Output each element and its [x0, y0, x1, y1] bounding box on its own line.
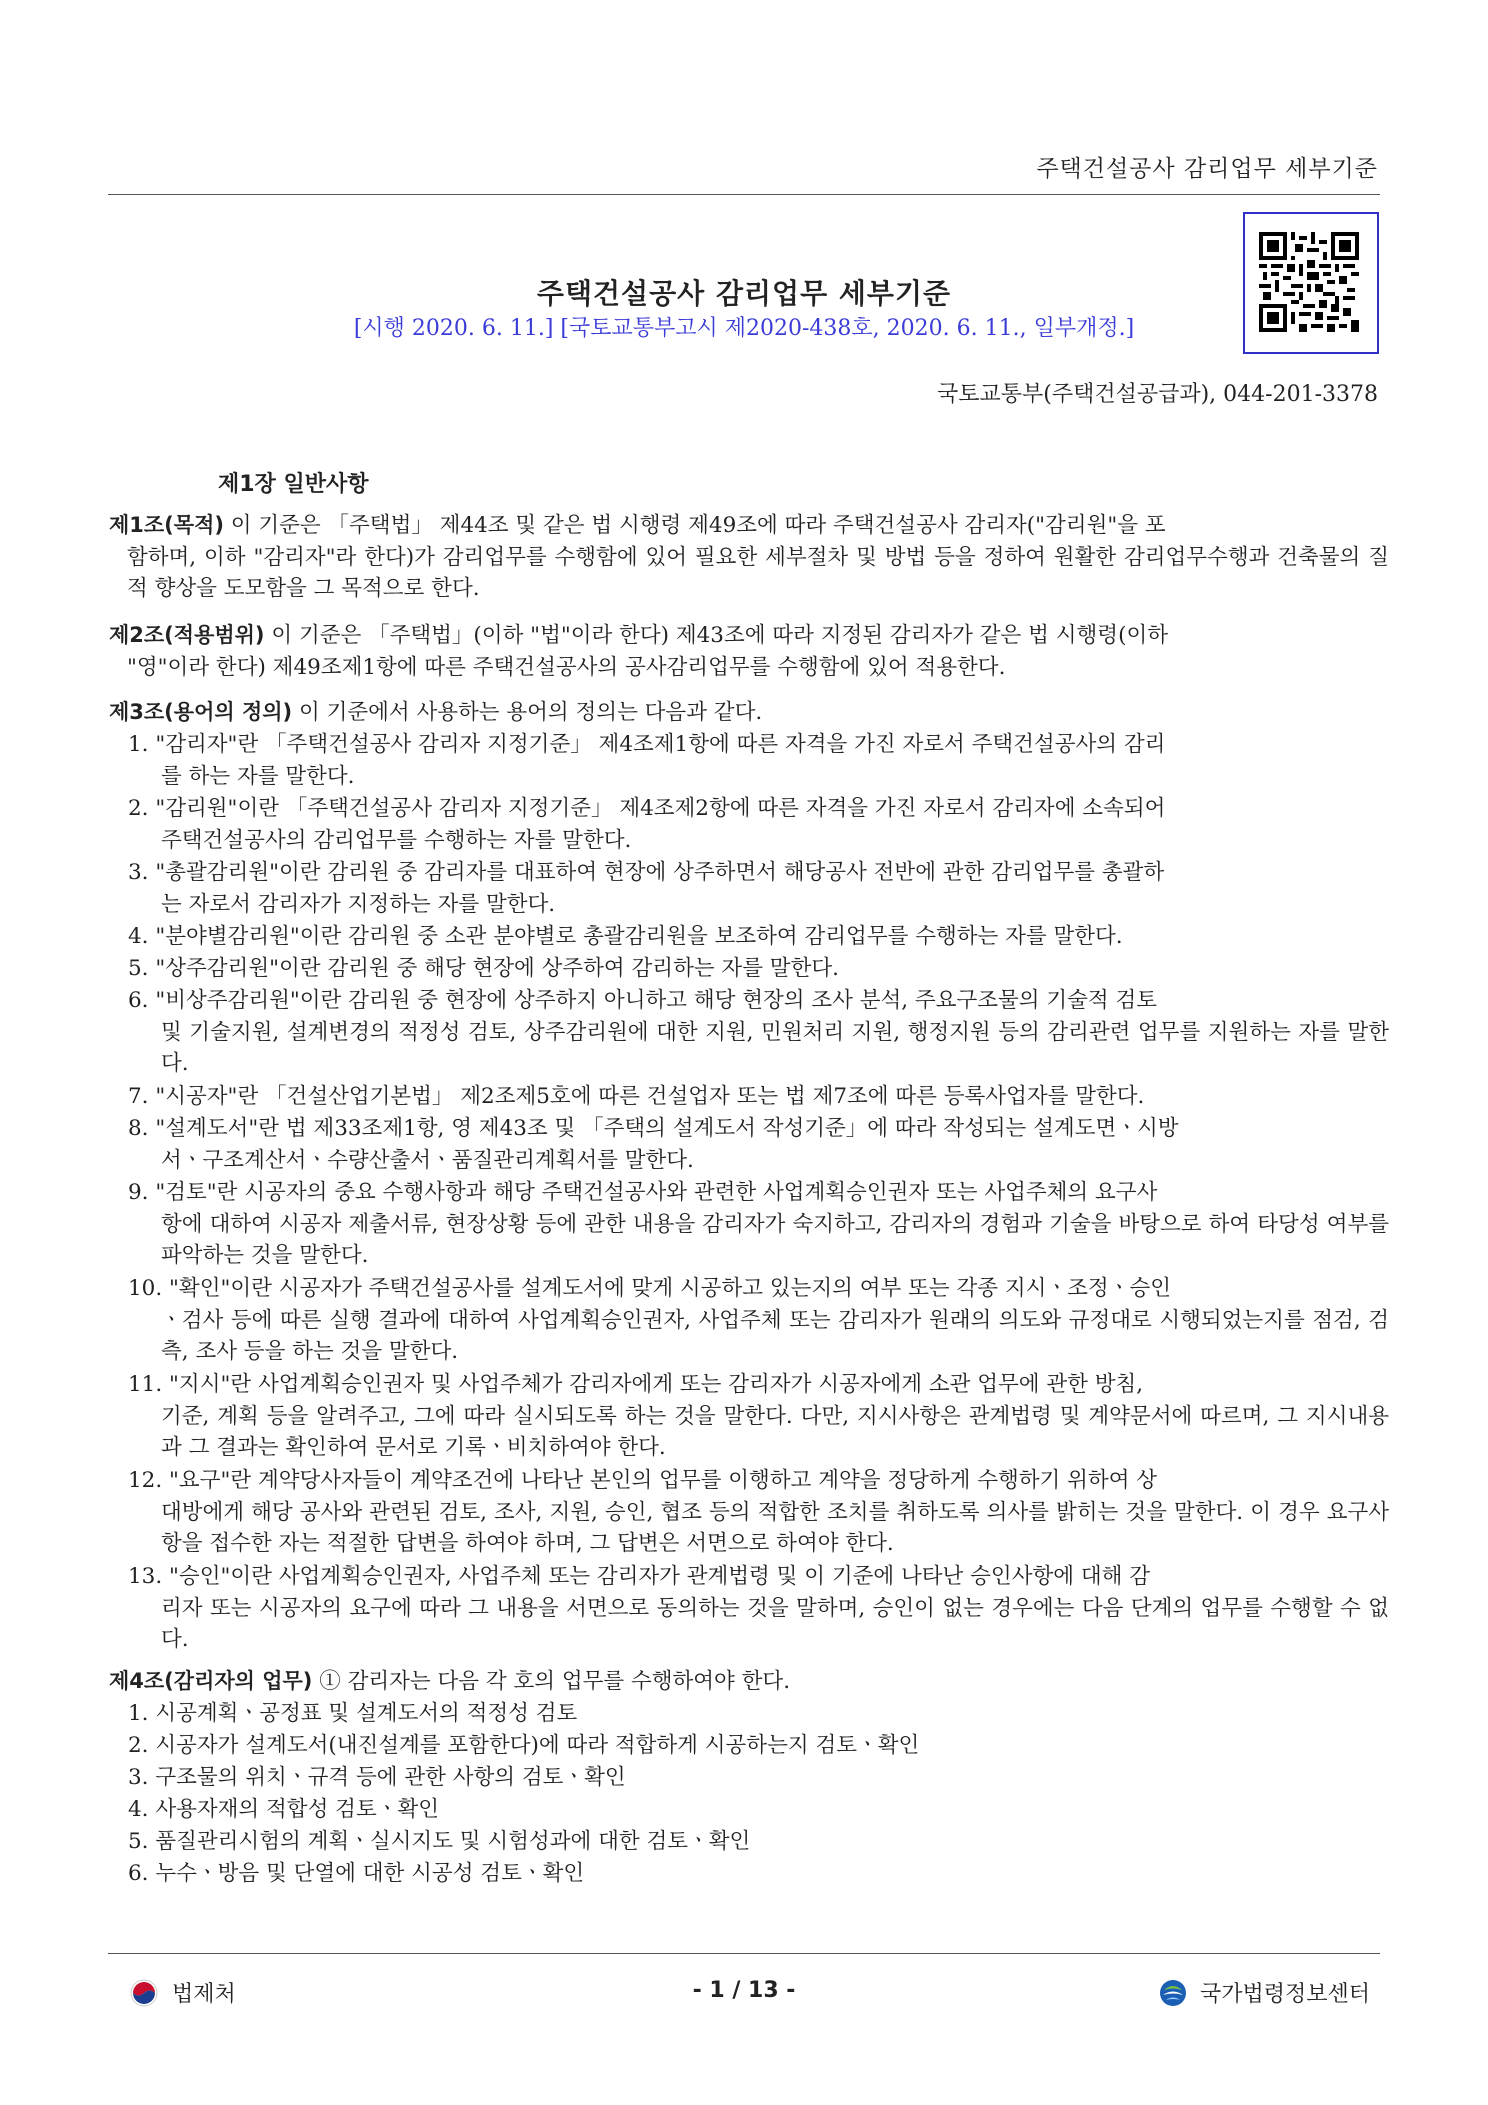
article-4-title: 제4조(감리자의 업무)	[109, 1669, 313, 1693]
item-continuation: 를 하는 자를 말한다.	[161, 763, 355, 789]
article-3-title: 제3조(용어의 정의)	[109, 700, 293, 724]
item-number: 3.	[128, 860, 149, 885]
definition-item	[128, 1177, 1389, 1272]
item-continuation: 서ㆍ구조계산서ㆍ수량산출서ㆍ품질관리계획서를 말한다.	[161, 1147, 694, 1173]
footer-divider	[108, 1953, 1380, 1954]
item-number: 8.	[128, 1116, 149, 1141]
definition-item	[128, 1081, 1389, 1113]
duty-item	[128, 1730, 1389, 1762]
item-continuation: 대방에게 해당 공사와 관련된 검토, 조사, 지원, 승인, 협조 등의 적합한 조치를 취하도록 의사를 밝히는 것을 말한다. 이 경우 요구사항을 접수한 자는 적절한 답변을 하여야 하며, 그 답변은 서면으로 하여야 한다.	[161, 1499, 1389, 1556]
item-number: 1.	[128, 1701, 149, 1726]
article-2-continuation: "영"이라 한다) 제49조제1항에 따른 주택건설공사의 공사감리업무를 수행함에 있어 적용한다.	[127, 654, 1006, 680]
document-enforcement-info: [시행 2020. 6. 11.] [국토교통부고시 제2020-438호, 2020. 6. 11., 일부개정.]	[353, 316, 1135, 341]
item-number: 2.	[128, 796, 149, 821]
chapter-heading: 제1장 일반사항	[218, 472, 369, 497]
item-continuation: 주택건설공사의 감리업무를 수행하는 자를 말한다.	[161, 827, 632, 853]
item-number: 13.	[128, 1564, 163, 1589]
item-number: 4.	[128, 924, 149, 949]
item-text: "시공자"란 「건설산업기본법」 제2조제5호에 따른 건설업자 또는 법 제7조에 따른 등록사업자를 말한다.	[155, 1084, 1145, 1109]
ministry-contact: 국토교통부(주택건설공급과), 044-201-3378	[936, 382, 1378, 407]
duty-item	[128, 1698, 1389, 1730]
item-text: 사용자재의 적합성 검토ㆍ확인	[155, 1797, 440, 1822]
item-continuation: 및 기술지원, 설계변경의 적정성 검토, 상주감리원에 대한 지원, 민원처리 지원, 행정지원 등의 감리관련 업무를 지원하는 자를 말한다.	[161, 1019, 1389, 1076]
article-4	[109, 1666, 1389, 1698]
duty-item	[128, 1762, 1389, 1794]
item-continuation: 리자 또는 시공자의 요구에 따라 그 내용을 서면으로 동의하는 것을 말하며, 승인이 없는 경우에는 다음 단계의 업무를 수행할 수 없다.	[161, 1595, 1389, 1652]
definition-item	[128, 729, 1389, 792]
item-number: 5.	[128, 956, 149, 981]
document-title: 주택건설공사 감리업무 세부기준	[536, 277, 952, 310]
item-text: "감리자"란 「주택건설공사 감리자 지정기준」 제4조제1항에 따른 자격을 가진 자로서 주택건설공사의 감리	[155, 732, 1166, 757]
article-1-title: 제1조(목적)	[109, 513, 224, 537]
item-number: 11.	[128, 1372, 163, 1397]
definition-item	[128, 857, 1389, 920]
article-3-text: 이 기준에서 사용하는 용어의 정의는 다음과 같다.	[292, 700, 763, 725]
item-continuation: ㆍ검사 등에 따른 실행 결과에 대하여 사업계획승인권자, 사업주체 또는 감리자가 원래의 의도와 규정대로 시행되었는지를 점검, 검측, 조사 등을 하는 것을 말한다.	[161, 1307, 1389, 1364]
item-number: 5.	[128, 1829, 149, 1854]
definition-item	[128, 1561, 1389, 1656]
item-number: 12.	[128, 1468, 163, 1493]
item-text: "총괄감리원"이란 감리원 중 감리자를 대표하여 현장에 상주하면서 해당공사 전반에 관한 감리업무를 총괄하	[155, 860, 1165, 885]
item-continuation: 기준, 계획 등을 알려주고, 그에 따라 실시되도록 하는 것을 말한다. 다만, 지시사항은 관계법령 및 계약문서에 따르며, 그 지시내용과 그 결과는 확인하여 문서로 기록ㆍ비치하여야 한다.	[161, 1403, 1389, 1460]
definition-item	[128, 985, 1389, 1080]
item-number: 9.	[128, 1180, 149, 1205]
footer-left-label: 법제처	[172, 1982, 236, 2007]
header-divider	[108, 194, 1380, 195]
article-2-title: 제2조(적용범위)	[109, 623, 265, 647]
definition-item	[128, 1113, 1389, 1176]
item-text: "설계도서"란 법 제33조제1항, 영 제43조 및 「주택의 설계도서 작성기준」에 따라 작성되는 설계도면ㆍ시방	[155, 1116, 1179, 1141]
definition-item	[128, 1369, 1389, 1464]
item-number: 2.	[128, 1733, 149, 1758]
footer-right-label: 국가법령정보센터	[1199, 1982, 1370, 2007]
item-continuation: 는 자로서 감리자가 지정하는 자를 말한다.	[161, 891, 556, 917]
definition-item	[128, 921, 1389, 953]
item-text: "상주감리원"이란 감리원 중 해당 현장에 상주하여 감리하는 자를 말한다.	[155, 956, 839, 981]
article-1-text: 이 기준은 「주택법」 제44조 및 같은 법 시행령 제49조에 따라 주택건설공사 감리자("감리원"을 포	[223, 513, 1166, 538]
article-4-text: ① 감리자는 다음 각 호의 업무를 수행하여야 한다.	[312, 1669, 791, 1694]
definition-item	[128, 1273, 1389, 1368]
running-header-title: 주택건설공사 감리업무 세부기준	[1036, 156, 1378, 182]
item-text: 구조물의 위치ㆍ규격 등에 관한 사항의 검토ㆍ확인	[155, 1765, 626, 1790]
item-text: "승인"이란 사업계획승인권자, 사업주체 또는 감리자가 관계법령 및 이 기준에 나타난 승인사항에 대해 감	[169, 1564, 1150, 1589]
definition-item	[128, 793, 1389, 856]
footer-law-center[interactable]	[1158, 1977, 1370, 2008]
item-text: "감리원"이란 「주택건설공사 감리자 지정기준」 제4조제2항에 따른 자격을 가진 자로서 감리자에 소속되어	[155, 796, 1166, 821]
duty-item	[128, 1826, 1389, 1858]
article-1	[109, 510, 1389, 605]
article-3	[109, 697, 1389, 729]
item-text: 시공자가 설계도서(내진설계를 포함한다)에 따라 적합하게 시공하는지 검토ㆍ확인	[155, 1733, 920, 1758]
article-1-continuation: 함하며, 이하 "감리자"라 한다)가 감리업무를 수행함에 있어 필요한 세부절차 및 방법 등을 정하여 원활한 감리업무수행과 건축물의 질적 향상을 도모함을 그 목적으로 한다.	[127, 544, 1389, 601]
definition-item	[128, 1465, 1389, 1560]
item-text: 품질관리시험의 계획ㆍ실시지도 및 시험성과에 대한 검토ㆍ확인	[155, 1829, 751, 1854]
page-number: - 1 / 13 -	[692, 1978, 796, 2003]
item-text: "지시"란 사업계획승인권자 및 사업주체가 감리자에게 또는 감리자가 시공자에게 소관 업무에 관한 방침,	[169, 1372, 1144, 1397]
item-number: 1.	[128, 732, 149, 757]
duty-item	[128, 1858, 1389, 1890]
item-number: 7.	[128, 1084, 149, 1109]
item-continuation: 항에 대하여 시공자 제출서류, 현장상황 등에 관한 내용을 감리자가 숙지하고, 감리자의 경험과 기술을 바탕으로 하여 타당성 여부를 파악하는 것을 말한다.	[161, 1211, 1389, 1268]
item-number: 6.	[128, 988, 149, 1013]
item-number: 6.	[128, 1861, 149, 1886]
item-number: 3.	[128, 1765, 149, 1790]
item-number: 10.	[128, 1276, 163, 1301]
item-text: "검토"란 시공자의 중요 수행사항과 해당 주택건설공사와 관련한 사업계획승인권자 또는 사업주체의 요구사	[155, 1180, 1158, 1205]
duty-item	[128, 1794, 1389, 1826]
item-text: "확인"이란 시공자가 주택건설공사를 설계도서에 맞게 시공하고 있는지의 여부 또는 각종 지시ㆍ조정ㆍ승인	[169, 1276, 1172, 1301]
item-text: "분야별감리원"이란 감리원 중 소관 분야별로 총괄감리원을 보조하여 감리업무를 수행하는 자를 말한다.	[155, 924, 1123, 949]
item-text: "비상주감리원"이란 감리원 중 현장에 상주하지 아니하고 해당 현장의 조사 분석, 주요구조물의 기술적 검토	[155, 988, 1158, 1013]
law-center-logo-icon	[1158, 1978, 1188, 2008]
article-2	[109, 620, 1389, 683]
article-2-text: 이 기준은 「주택법」(이하 "법"이라 한다) 제43조에 따라 지정된 감리자가 같은 법 시행령(이하	[264, 623, 1168, 648]
item-text: 누수ㆍ방음 및 단열에 대한 시공성 검토ㆍ확인	[155, 1861, 585, 1886]
item-text: 시공계획ㆍ공정표 및 설계도서의 적정성 검토	[155, 1701, 578, 1726]
item-number: 4.	[128, 1797, 149, 1822]
definition-item	[128, 953, 1389, 985]
item-text: "요구"란 계약당사자들이 계약조건에 나타난 본인의 업무를 이행하고 계약을 정당하게 수행하기 위하여 상	[169, 1468, 1158, 1493]
